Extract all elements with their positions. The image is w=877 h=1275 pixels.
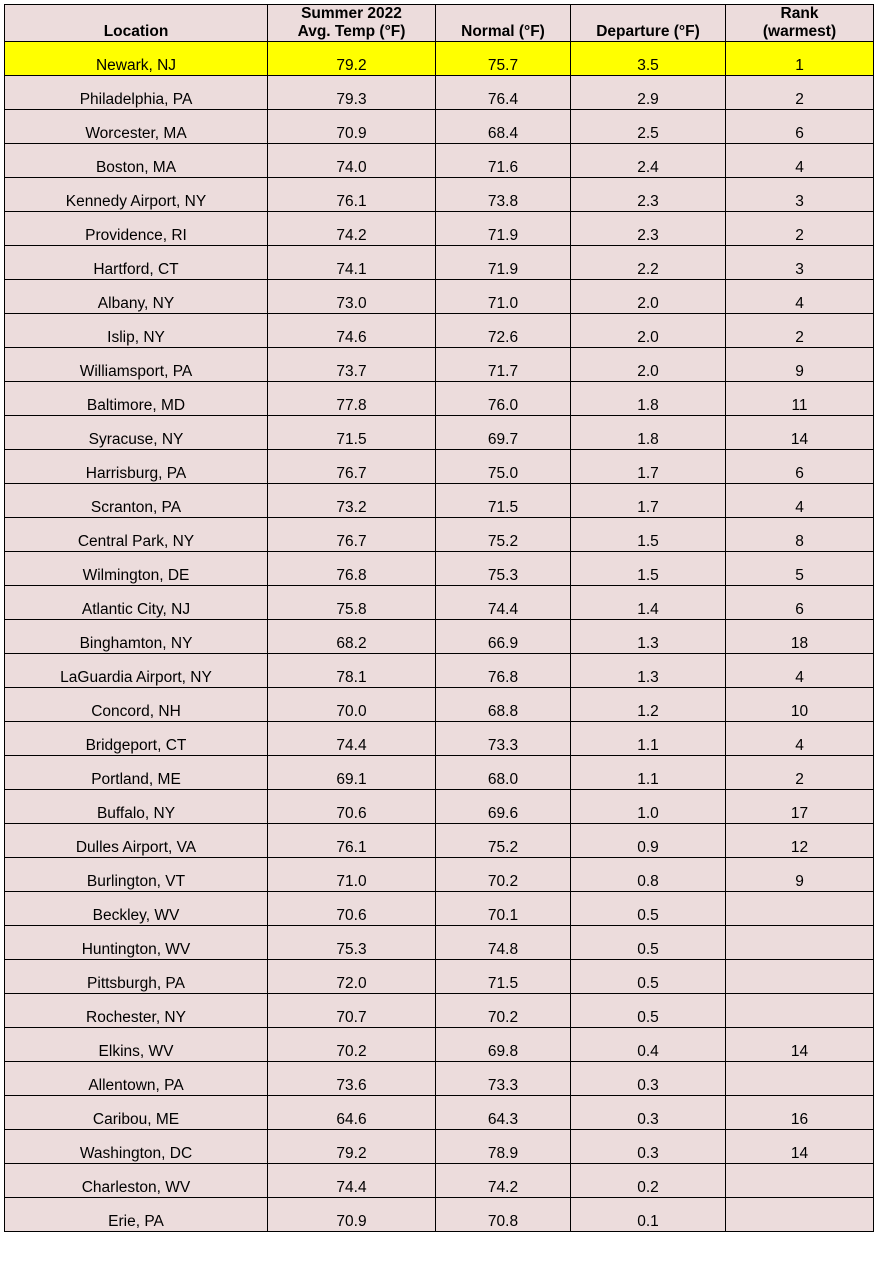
cell-location: Pittsburgh, PA — [5, 959, 268, 993]
cell-avg-temp: 71.0 — [268, 857, 436, 891]
cell-location: Dulles Airport, VA — [5, 823, 268, 857]
cell-departure: 0.9 — [571, 823, 726, 857]
cell-rank: 11 — [726, 381, 874, 415]
cell-avg-temp: 70.9 — [268, 1197, 436, 1231]
cell-location: Concord, NH — [5, 687, 268, 721]
cell-rank: 1 — [726, 41, 874, 75]
cell-normal: 66.9 — [436, 619, 571, 653]
table-row — [5, 381, 874, 415]
cell-avg-temp: 68.2 — [268, 619, 436, 653]
cell-avg-temp: 71.5 — [268, 415, 436, 449]
cell-rank: 18 — [726, 619, 874, 653]
cell-avg-temp: 77.8 — [268, 381, 436, 415]
cell-rank — [726, 1197, 874, 1231]
cell-avg-temp: 76.1 — [268, 177, 436, 211]
cell-avg-temp: 74.4 — [268, 721, 436, 755]
cell-departure: 0.1 — [571, 1197, 726, 1231]
cell-avg-temp: 64.6 — [268, 1095, 436, 1129]
cell-location: Boston, MA — [5, 143, 268, 177]
cell-rank — [726, 891, 874, 925]
cell-rank: 14 — [726, 1027, 874, 1061]
cell-rank: 14 — [726, 1129, 874, 1163]
cell-normal: 75.3 — [436, 551, 571, 585]
cell-departure: 0.3 — [571, 1061, 726, 1095]
cell-normal: 71.5 — [436, 959, 571, 993]
cell-location: Hartford, CT — [5, 245, 268, 279]
cell-normal: 69.8 — [436, 1027, 571, 1061]
cell-normal: 71.9 — [436, 245, 571, 279]
cell-rank: 9 — [726, 857, 874, 891]
table-row — [5, 823, 874, 857]
cell-avg-temp: 73.0 — [268, 279, 436, 313]
cell-rank: 6 — [726, 585, 874, 619]
cell-location: Bridgeport, CT — [5, 721, 268, 755]
cell-rank: 14 — [726, 415, 874, 449]
cell-departure: 2.3 — [571, 177, 726, 211]
cell-rank: 4 — [726, 653, 874, 687]
cell-rank — [726, 1061, 874, 1095]
cell-departure: 1.5 — [571, 551, 726, 585]
table-row — [5, 245, 874, 279]
cell-rank: 2 — [726, 211, 874, 245]
cell-normal: 71.5 — [436, 483, 571, 517]
cell-departure: 3.5 — [571, 41, 726, 75]
table-row — [5, 585, 874, 619]
cell-normal: 73.3 — [436, 721, 571, 755]
cell-rank: 2 — [726, 75, 874, 109]
cell-location: Albany, NY — [5, 279, 268, 313]
table-row — [5, 449, 874, 483]
cell-normal: 71.0 — [436, 279, 571, 313]
cell-normal: 70.2 — [436, 857, 571, 891]
column-header-departure-line1: Departure (°F) — [596, 22, 700, 40]
table-row — [5, 755, 874, 789]
cell-avg-temp: 79.3 — [268, 75, 436, 109]
cell-departure: 1.5 — [571, 517, 726, 551]
cell-location: Central Park, NY — [5, 517, 268, 551]
table-row — [5, 891, 874, 925]
cell-rank: 2 — [726, 313, 874, 347]
cell-normal: 70.8 — [436, 1197, 571, 1231]
cell-normal: 76.8 — [436, 653, 571, 687]
cell-normal: 72.6 — [436, 313, 571, 347]
table-row — [5, 211, 874, 245]
cell-normal: 68.0 — [436, 755, 571, 789]
cell-normal: 71.9 — [436, 211, 571, 245]
cell-location: Baltimore, MD — [5, 381, 268, 415]
cell-avg-temp: 79.2 — [268, 41, 436, 75]
cell-rank: 6 — [726, 109, 874, 143]
cell-departure: 2.9 — [571, 75, 726, 109]
table-row — [5, 1197, 874, 1231]
cell-departure: 2.3 — [571, 211, 726, 245]
column-header-avg-temp-line2: Avg. Temp (°F) — [297, 22, 406, 40]
cell-departure: 1.1 — [571, 755, 726, 789]
cell-location: Williamsport, PA — [5, 347, 268, 381]
column-header-normal — [436, 5, 571, 42]
table-row — [5, 789, 874, 823]
cell-rank: 3 — [726, 177, 874, 211]
cell-rank: 5 — [726, 551, 874, 585]
cell-normal: 78.9 — [436, 1129, 571, 1163]
cell-avg-temp: 74.1 — [268, 245, 436, 279]
cell-departure: 0.5 — [571, 959, 726, 993]
table-row — [5, 347, 874, 381]
cell-rank: 12 — [726, 823, 874, 857]
cell-avg-temp: 70.7 — [268, 993, 436, 1027]
cell-avg-temp: 70.6 — [268, 891, 436, 925]
cell-location: Philadelphia, PA — [5, 75, 268, 109]
cell-location: Portland, ME — [5, 755, 268, 789]
table-row — [5, 551, 874, 585]
cell-rank: 4 — [726, 143, 874, 177]
cell-avg-temp: 76.1 — [268, 823, 436, 857]
cell-departure: 0.3 — [571, 1129, 726, 1163]
table-header-row — [5, 5, 874, 42]
cell-normal: 74.4 — [436, 585, 571, 619]
table-row — [5, 925, 874, 959]
cell-location: Wilmington, DE — [5, 551, 268, 585]
cell-departure: 2.0 — [571, 279, 726, 313]
table-row — [5, 959, 874, 993]
cell-location: Burlington, VT — [5, 857, 268, 891]
cell-departure: 0.2 — [571, 1163, 726, 1197]
cell-departure: 1.8 — [571, 415, 726, 449]
cell-location: Washington, DC — [5, 1129, 268, 1163]
cell-normal: 69.7 — [436, 415, 571, 449]
cell-location: Allentown, PA — [5, 1061, 268, 1095]
cell-location: Charleston, WV — [5, 1163, 268, 1197]
cell-departure: 1.3 — [571, 619, 726, 653]
cell-location: Harrisburg, PA — [5, 449, 268, 483]
cell-normal: 70.2 — [436, 993, 571, 1027]
cell-normal: 73.8 — [436, 177, 571, 211]
table-row — [5, 1027, 874, 1061]
cell-rank — [726, 1163, 874, 1197]
table-row — [5, 1129, 874, 1163]
cell-rank: 6 — [726, 449, 874, 483]
table-row — [5, 687, 874, 721]
cell-rank — [726, 993, 874, 1027]
cell-avg-temp: 74.6 — [268, 313, 436, 347]
cell-departure: 1.1 — [571, 721, 726, 755]
cell-location: Kennedy Airport, NY — [5, 177, 268, 211]
cell-rank — [726, 959, 874, 993]
cell-avg-temp: 76.7 — [268, 517, 436, 551]
table-header — [5, 5, 874, 42]
table-row — [5, 75, 874, 109]
cell-departure: 1.0 — [571, 789, 726, 823]
table-row — [5, 109, 874, 143]
cell-normal: 74.2 — [436, 1163, 571, 1197]
cell-rank: 4 — [726, 279, 874, 313]
cell-avg-temp: 78.1 — [268, 653, 436, 687]
cell-departure: 0.5 — [571, 925, 726, 959]
cell-avg-temp: 74.4 — [268, 1163, 436, 1197]
cell-location: Huntington, WV — [5, 925, 268, 959]
cell-location: LaGuardia Airport, NY — [5, 653, 268, 687]
table-row — [5, 1095, 874, 1129]
cell-normal: 76.0 — [436, 381, 571, 415]
table-row — [5, 313, 874, 347]
cell-location: Erie, PA — [5, 1197, 268, 1231]
table-row — [5, 177, 874, 211]
table-row — [5, 143, 874, 177]
cell-avg-temp: 72.0 — [268, 959, 436, 993]
cell-avg-temp: 69.1 — [268, 755, 436, 789]
cell-location: Providence, RI — [5, 211, 268, 245]
cell-departure: 0.4 — [571, 1027, 726, 1061]
cell-departure: 0.5 — [571, 993, 726, 1027]
table-row — [5, 41, 874, 75]
table-row — [5, 653, 874, 687]
cell-avg-temp: 73.7 — [268, 347, 436, 381]
cell-departure: 0.5 — [571, 891, 726, 925]
column-header-location-line1: Location — [103, 22, 169, 40]
cell-location: Binghamton, NY — [5, 619, 268, 653]
cell-rank: 3 — [726, 245, 874, 279]
cell-normal: 76.4 — [436, 75, 571, 109]
cell-avg-temp: 73.6 — [268, 1061, 436, 1095]
summer-temperature-table — [4, 4, 874, 1232]
cell-location: Elkins, WV — [5, 1027, 268, 1061]
table-body — [5, 41, 874, 1231]
cell-departure: 1.4 — [571, 585, 726, 619]
cell-avg-temp: 73.2 — [268, 483, 436, 517]
table-row — [5, 721, 874, 755]
cell-departure: 2.0 — [571, 347, 726, 381]
cell-avg-temp: 70.2 — [268, 1027, 436, 1061]
cell-avg-temp: 74.2 — [268, 211, 436, 245]
cell-location: Worcester, MA — [5, 109, 268, 143]
cell-departure: 1.7 — [571, 449, 726, 483]
cell-avg-temp: 79.2 — [268, 1129, 436, 1163]
cell-avg-temp: 70.0 — [268, 687, 436, 721]
cell-rank: 4 — [726, 483, 874, 517]
cell-location: Buffalo, NY — [5, 789, 268, 823]
cell-normal: 69.6 — [436, 789, 571, 823]
column-header-rank-line2: (warmest) — [762, 22, 837, 40]
cell-rank: 10 — [726, 687, 874, 721]
cell-departure: 1.7 — [571, 483, 726, 517]
cell-rank: 4 — [726, 721, 874, 755]
table-row — [5, 517, 874, 551]
cell-location: Atlantic City, NJ — [5, 585, 268, 619]
cell-normal: 70.1 — [436, 891, 571, 925]
cell-avg-temp: 76.7 — [268, 449, 436, 483]
cell-location: Syracuse, NY — [5, 415, 268, 449]
cell-normal: 75.2 — [436, 823, 571, 857]
cell-normal: 71.6 — [436, 143, 571, 177]
cell-departure: 1.2 — [571, 687, 726, 721]
cell-departure: 2.4 — [571, 143, 726, 177]
cell-normal: 68.4 — [436, 109, 571, 143]
cell-normal: 74.8 — [436, 925, 571, 959]
table-row — [5, 619, 874, 653]
cell-departure: 0.3 — [571, 1095, 726, 1129]
cell-avg-temp: 74.0 — [268, 143, 436, 177]
cell-avg-temp: 75.8 — [268, 585, 436, 619]
cell-normal: 75.7 — [436, 41, 571, 75]
column-header-rank-line1: Rank — [780, 5, 819, 22]
table-row — [5, 415, 874, 449]
cell-normal: 68.8 — [436, 687, 571, 721]
cell-location: Islip, NY — [5, 313, 268, 347]
table-row — [5, 483, 874, 517]
cell-departure: 1.8 — [571, 381, 726, 415]
cell-rank: 17 — [726, 789, 874, 823]
cell-normal: 64.3 — [436, 1095, 571, 1129]
cell-normal: 75.2 — [436, 517, 571, 551]
column-header-departure — [571, 5, 726, 42]
cell-departure: 0.8 — [571, 857, 726, 891]
table-row — [5, 993, 874, 1027]
column-header-location — [5, 5, 268, 42]
cell-departure: 2.2 — [571, 245, 726, 279]
column-header-normal-line1: Normal (°F) — [461, 22, 545, 40]
cell-departure: 2.5 — [571, 109, 726, 143]
cell-departure: 2.0 — [571, 313, 726, 347]
cell-location: Scranton, PA — [5, 483, 268, 517]
cell-rank — [726, 925, 874, 959]
cell-normal: 75.0 — [436, 449, 571, 483]
column-header-rank — [726, 5, 874, 42]
table-row — [5, 857, 874, 891]
cell-normal: 71.7 — [436, 347, 571, 381]
cell-avg-temp: 70.6 — [268, 789, 436, 823]
cell-rank: 9 — [726, 347, 874, 381]
table-row — [5, 279, 874, 313]
cell-rank: 2 — [726, 755, 874, 789]
cell-departure: 1.3 — [571, 653, 726, 687]
table-row — [5, 1061, 874, 1095]
cell-location: Rochester, NY — [5, 993, 268, 1027]
cell-rank: 16 — [726, 1095, 874, 1129]
table-row — [5, 1163, 874, 1197]
cell-avg-temp: 70.9 — [268, 109, 436, 143]
cell-location: Newark, NJ — [5, 41, 268, 75]
cell-avg-temp: 76.8 — [268, 551, 436, 585]
cell-location: Caribou, ME — [5, 1095, 268, 1129]
column-header-avg-temp-line1: Summer 2022 — [301, 5, 402, 22]
cell-location: Beckley, WV — [5, 891, 268, 925]
cell-avg-temp: 75.3 — [268, 925, 436, 959]
cell-normal: 73.3 — [436, 1061, 571, 1095]
column-header-avg-temp — [268, 5, 436, 42]
cell-rank: 8 — [726, 517, 874, 551]
